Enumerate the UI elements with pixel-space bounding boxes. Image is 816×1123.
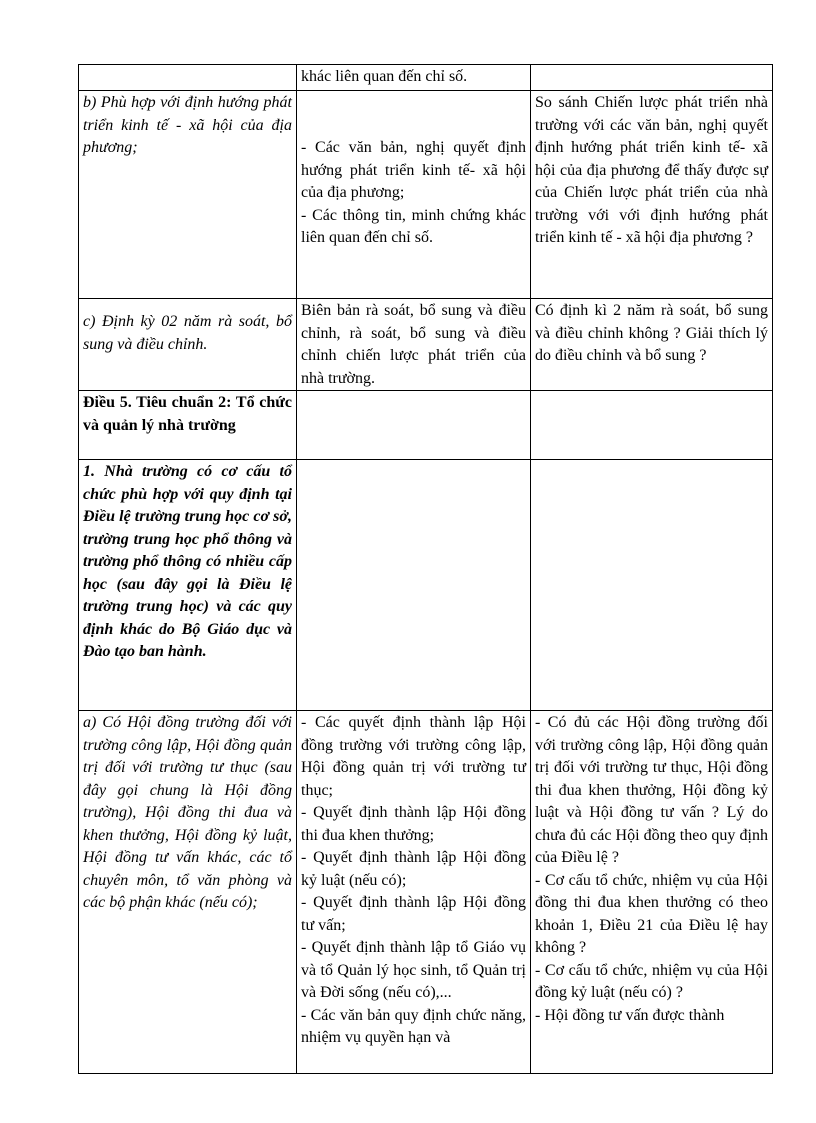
evidence-line: - Các văn bản, nghị quyết định hướng phát triển kinh tế- xã hội của địa phương; bbox=[301, 139, 526, 201]
criterion-cell bbox=[79, 299, 297, 391]
article-heading-cell bbox=[79, 391, 297, 460]
criterion-text: c) Định kỳ 02 năm rà soát, bổ sung và điều chỉnh. bbox=[83, 313, 292, 353]
evidence-line: - Quyết định thành lập Hội đồng thi đua khen thưởng; bbox=[301, 804, 526, 844]
guidance-line: - Cơ cấu tổ chức, nhiệm vụ của Hội đồng kỷ luật (nếu có) ? bbox=[535, 961, 768, 1001]
guidance-line: - Hội đồng tư vấn được thành bbox=[535, 1006, 725, 1024]
criteria-table bbox=[78, 64, 773, 1074]
criterion-cell bbox=[79, 711, 297, 1074]
guidance-cell bbox=[531, 65, 773, 91]
evidence-line: - Các thông tin, minh chứng khác liên quan đến chỉ số. bbox=[301, 206, 526, 246]
evidence-cell bbox=[297, 91, 531, 299]
evidence-cell bbox=[297, 391, 531, 460]
evidence-cell bbox=[297, 65, 531, 91]
table-row bbox=[79, 65, 773, 91]
table-row bbox=[79, 391, 773, 460]
evidence-cell bbox=[297, 460, 531, 711]
article-heading: Điều 5. Tiêu chuẩn 2: Tổ chức và quản lý nhà trường bbox=[83, 394, 292, 434]
evidence-line: - Quyết định thành lập Hội đồng kỷ luật (nếu có); bbox=[301, 849, 526, 889]
criterion-cell bbox=[79, 65, 297, 91]
evidence-cell bbox=[297, 299, 531, 391]
guidance-line: - Cơ cấu tổ chức, nhiệm vụ của Hội đồng thi đua khen thưởng có theo khoản 1, Điều 21 của Điều lệ hay không ? bbox=[535, 871, 768, 956]
evidence-line: - Quyết định thành lập Hội đồng tư vấn; bbox=[301, 894, 526, 934]
guidance-line: Có định kì 2 năm rà soát, bổ sung và điều chỉnh không ? Giải thích lý do điều chỉnh và bổ sung ? bbox=[535, 302, 768, 364]
guidance-cell bbox=[531, 299, 773, 391]
evidence-line: khác liên quan đến chỉ số. bbox=[301, 68, 468, 85]
evidence-line: Biên bản rà soát, bổ sung và điều chỉnh, rà soát, bổ sung và điều chỉnh chiến lược phát triển của nhà trường. bbox=[301, 302, 526, 387]
criterion-cell bbox=[79, 91, 297, 299]
table-row bbox=[79, 460, 773, 711]
guidance-line: So sánh Chiến lược phát triển nhà trường với các văn bản, nghị quyết định hướng phát triển kinh tế- xã hội của địa phương để thấy được sự của Chiến lược phát triển của nhà trường với với định hướng phát triển kinh tế - xã hội địa phương ? bbox=[535, 94, 768, 246]
standard-heading-cell bbox=[79, 460, 297, 711]
criterion-text: b) Phù hợp với định hướng phát triển kinh tế - xã hội của địa phương; bbox=[83, 94, 292, 156]
evidence-line: - Các quyết định thành lập Hội đồng trường với trường công lập, Hội đồng quản trị với trường tư thục; bbox=[301, 714, 526, 799]
table-row bbox=[79, 91, 773, 299]
criterion-text: a) Có Hội đồng trường đối với trường công lập, Hội đồng quản trị đối với trường tư thục (sau đây gọi chung là Hội đồng trường), Hội đồng thi đua và khen thưởng, Hội đồng kỷ luật, Hội đồng tư vấn khác, các tổ chuyên môn, tổ văn phòng và các bộ phận khác (nếu có); bbox=[83, 714, 292, 911]
standard-heading: 1. Nhà trường có cơ cấu tổ chức phù hợp với quy định tại Điều lệ trường trung học cơ sở, trường trung học phổ thông và trường phổ thông có nhiều cấp học (sau đây gọi là Điều lệ trường trung học) và các quy định khác do Bộ Giáo dục và Đào tạo ban hành. bbox=[83, 463, 292, 660]
evidence-cell bbox=[297, 711, 531, 1074]
guidance-cell bbox=[531, 91, 773, 299]
table-row bbox=[79, 299, 773, 391]
evidence-line: - Các văn bản quy định chức năng, nhiệm vụ quyền hạn và bbox=[301, 1006, 526, 1046]
guidance-cell bbox=[531, 460, 773, 711]
evidence-line: - Quyết định thành lập tổ Giáo vụ và tổ Quản lý học sinh, tổ Quản trị và Đời sống (nếu có),... bbox=[301, 939, 526, 1001]
document-page bbox=[78, 64, 772, 1074]
guidance-cell bbox=[531, 711, 773, 1074]
guidance-line: - Có đủ các Hội đồng trường đối với trường công lập, Hội đồng quản trị đối với trường tư thục, Hội đồng thi đua khen thưởng, Hội đồng kỷ luật và Hội đồng tư vấn ? Lý do chưa đủ các Hội đồng theo quy định của Điều lệ ? bbox=[535, 714, 768, 866]
guidance-cell bbox=[531, 391, 773, 460]
table-row bbox=[79, 711, 773, 1074]
